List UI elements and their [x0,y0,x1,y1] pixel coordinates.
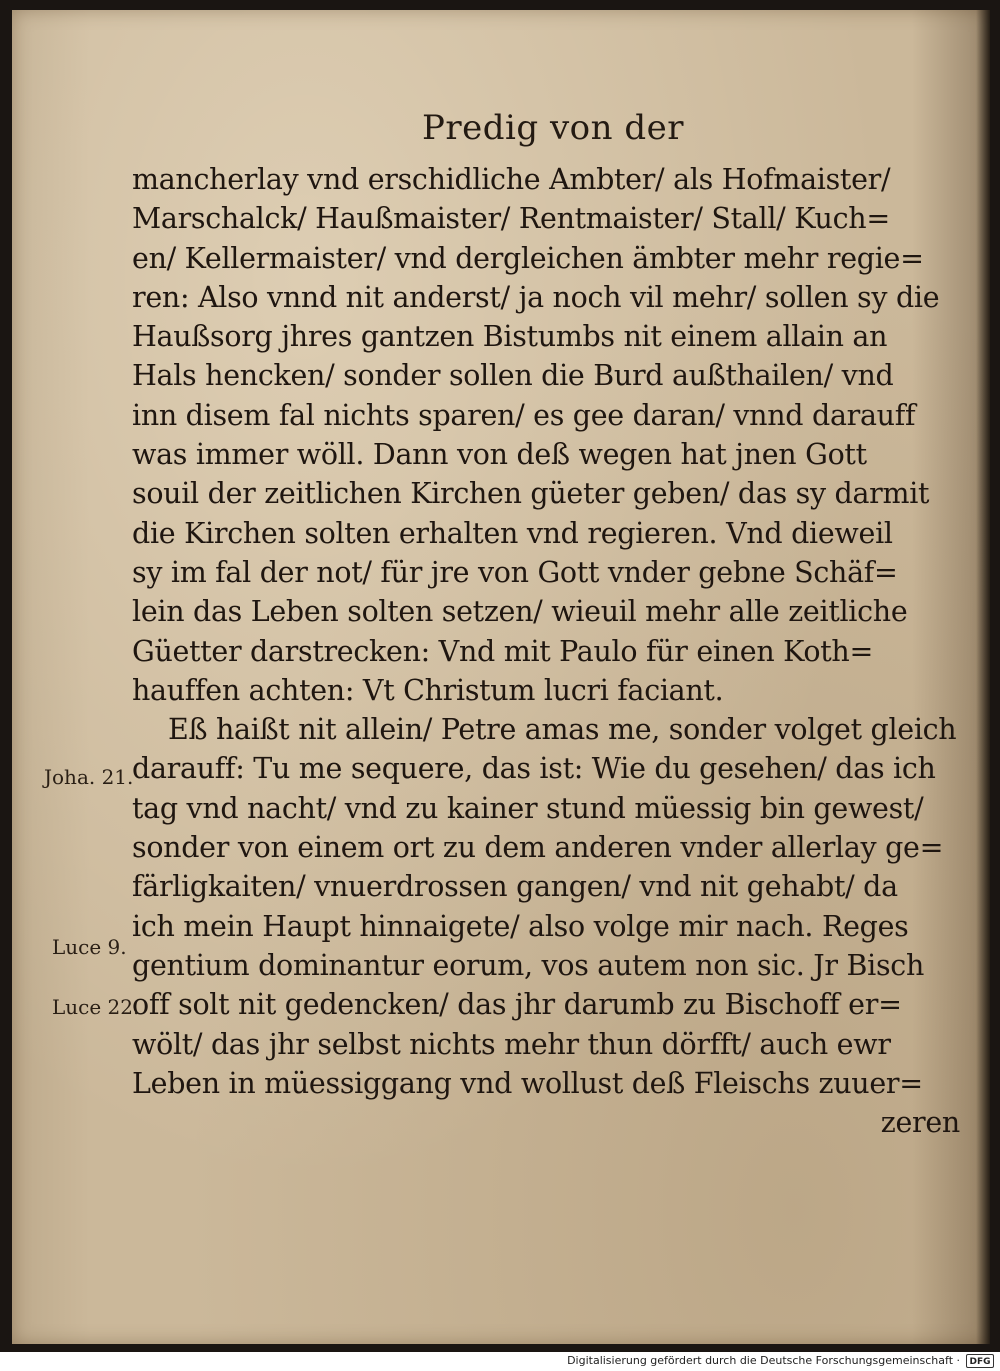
text-line: souil der zeitlichen Kirchen güeter geben/ das sy darmit [132,477,930,511]
body-text [132,160,970,1142]
text-line: Güetter darstrecken: Vnd mit Paulo für einen Koth= [132,634,874,668]
text-line: wölt/ das jhr selbst nichts mehr thun dörfft/ auch ewr [132,1027,891,1061]
text-line: en/ Kellermaister/ vnd dergleichen ämbter mehr regie= [132,241,924,275]
margin-note-luce-22: Luce 22. [52,995,140,1019]
text-line: Hals hencken/ sonder sollen die Burd außthailen/ vnd [132,359,894,393]
text-line: ren: Also vnnd nit anderst/ ja noch vil mehr/ sollen sy die [132,280,940,314]
book-page [12,10,990,1344]
text-line: inn disem fal nichts sparen/ es gee daran/ vnnd darauff [132,398,916,432]
text-line: Haußsorg jhres gantzen Bistumbs nit einem allain an [132,320,888,354]
margin-note-luce-9: Luce 9. [52,935,127,959]
text-line: Marschalck/ Haußmaister/ Rentmaister/ Stall/ Kuch= [132,202,890,236]
text-line-paragraph-start: Eß haißt nit allein/ Petre amas me, sonder volget gleich [168,713,957,747]
text-line: sonder von einem ort zu dem anderen vnder allerlay ge= [132,831,944,865]
text-line: was immer wöll. Dann von deß wegen hat jnen Gott [132,438,867,472]
text-line: die Kirchen solten erhalten vnd regieren. Vnd dieweil [132,516,893,550]
catchword: zeren [880,1106,960,1140]
text-line: sy im fal der not/ für jre von Gott vnder gebne Schäf= [132,555,898,589]
text-line: mancherlay vnd erschidliche Ambter/ als Hofmaister/ [132,163,891,196]
funding-notice: Digitalisierung gefördert durch die Deutsche Forschungsgemeinschaft · [567,1354,960,1367]
margin-note-joha: Joha. 21. [44,765,134,789]
text-line: tag vnd nacht/ vnd zu kainer stund müessig bin gewest/ [132,791,924,825]
running-head: Predig von der [422,108,684,148]
text-line: ich mein Haupt hinnaigete/ also volge mir nach. Reges [132,909,909,943]
text-line: lein das Leben solten setzen/ wieuil mehr alle zeitliche [132,595,908,629]
text-line: Leben in müessiggang vnd wollust deß Fleischs zuuer= [132,1066,923,1100]
dfg-logo: DFG [966,1354,994,1368]
footer-bar [0,1352,1000,1371]
text-line: hauffen achten: Vt Christum lucri faciant. [132,673,724,707]
text-line: off solt nit gedencken/ das jhr darumb zu Bischoff er= [132,988,902,1022]
text-line: färligkaiten/ vnuerdrossen gangen/ vnd nit gehabt/ da [132,870,898,904]
text-line: darauff: Tu me sequere, das ist: Wie du gesehen/ das ich [132,752,936,786]
text-line: gentium dominantur eorum, vos autem non sic. Jr Bisch [132,948,925,982]
page-gutter-shadow [976,10,990,1344]
